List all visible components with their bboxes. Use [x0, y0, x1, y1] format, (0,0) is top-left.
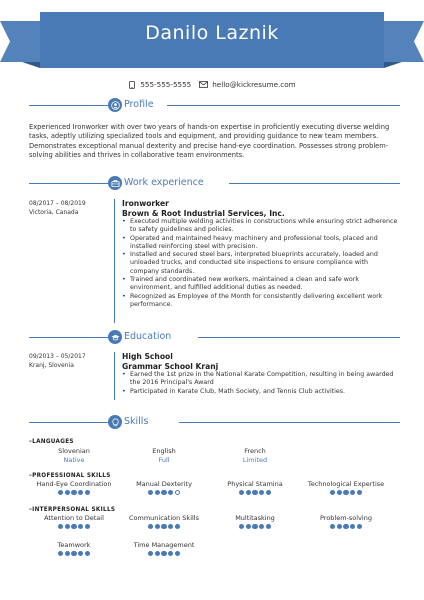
work-location: Victoria, Canada: [29, 208, 79, 216]
rating-dot-filled: [65, 551, 70, 556]
rating-dot-filled: [168, 490, 173, 495]
language-name: French: [244, 447, 266, 455]
skill-name: Problem-solving: [320, 514, 372, 522]
skill-item: [118, 480, 210, 495]
language-level: Full: [158, 456, 170, 464]
rating-dot-filled: [246, 490, 251, 495]
rating-dot-filled: [148, 524, 153, 529]
skill-item: [28, 480, 120, 495]
work-bullets: [122, 218, 398, 309]
rating-dot-filled: [78, 490, 83, 495]
education-degree: High School: [122, 352, 173, 361]
skill-rating: [300, 490, 392, 495]
skill-name: Time Management: [133, 541, 195, 549]
section-header-education: [24, 330, 400, 344]
skill-rating: [28, 490, 120, 495]
rating-dot-filled: [266, 490, 271, 495]
education-entry: [122, 352, 398, 396]
section-header-profile: [24, 98, 400, 112]
briefcase-icon: [108, 176, 122, 190]
skill-rating: [118, 524, 210, 529]
rating-dot-filled: [161, 490, 166, 495]
rating-dot-filled: [85, 524, 90, 529]
skill-rating: [209, 524, 301, 529]
rating-dot-filled: [343, 490, 348, 495]
section-title-skills: Skills: [124, 416, 149, 427]
rating-dot-filled: [148, 490, 153, 495]
rating-dot-filled: [58, 524, 63, 529]
skill-item: [118, 514, 210, 529]
rating-dot-filled: [350, 490, 355, 495]
section-title-profile: Profile: [124, 99, 154, 110]
rating-dot-filled: [161, 524, 166, 529]
education-meta: [29, 353, 86, 370]
skill-item: [28, 541, 120, 556]
work-dates: 08/2017 – 08/2019: [29, 200, 86, 207]
language-level: Native: [63, 456, 85, 464]
phone-text: 555-555-5555: [140, 80, 192, 89]
professional-skills-label: –PROFESSIONAL SKILLS: [29, 473, 111, 479]
section-title-education: Education: [124, 331, 172, 342]
rating-dot-filled: [337, 524, 342, 529]
list-item: • Earned the 1st prize in the National Karate Competition, resulting in being awarded the 2016 Principal's Award: [122, 371, 398, 388]
rating-dot-filled: [266, 524, 271, 529]
rating-dot-filled: [85, 490, 90, 495]
list-item: • Operated and maintained heavy machinery and professional tools, placed and installed reinforcing steel with precision.: [122, 235, 398, 252]
rating-dot-filled: [357, 524, 362, 529]
skill-rating: [300, 524, 392, 529]
user-icon: [108, 98, 122, 112]
skill-item: [118, 541, 210, 556]
rating-dot-filled: [58, 490, 63, 495]
rating-dot-filled: [175, 524, 180, 529]
rating-dot-filled: [71, 551, 76, 556]
rating-dot-filled: [148, 551, 153, 556]
language-item: [28, 447, 120, 465]
profile-summary: Experienced Ironworker with over two years of hands-on expertise in proficiently executing diverse welding tasks, adeptly utilizing specialized tools and equipment, and providing guidance to new team members. Demonstrates exceptional manual dexterity and precise hand-eye coordination. Possesses strong problem-solving abilities and thrives in collaborative team environments.: [29, 123, 390, 159]
timeline-divider: [114, 352, 115, 400]
language-level: Limited: [242, 456, 268, 464]
skill-name: Hand-Eye Coordination: [36, 480, 112, 488]
skill-name: Communication Skills: [129, 514, 199, 522]
candidate-name: Danilo Laznik: [145, 22, 279, 44]
rating-dot-filled: [337, 490, 342, 495]
timeline-divider: [114, 199, 115, 323]
rating-dot-filled: [259, 490, 264, 495]
rating-dot-empty: [175, 490, 180, 495]
skill-item: [209, 514, 301, 529]
list-item: • Recognized as Employee of the Month for consistently delivering excellent work performance.: [122, 293, 398, 310]
skill-name: Physical Stamina: [227, 480, 283, 488]
phone-icon: [128, 81, 136, 89]
graduation-cap-icon: [108, 330, 122, 344]
rating-dot-filled: [259, 524, 264, 529]
list-item: • Participated in Karate Club, Math Society, and Tennis Club activities.: [122, 388, 398, 396]
language-item: [209, 447, 301, 465]
rating-dot-filled: [330, 490, 335, 495]
rating-dot-filled: [78, 524, 83, 529]
divider: [198, 337, 400, 338]
rating-dot-filled: [71, 490, 76, 495]
education-bullets: [122, 371, 398, 396]
rating-dot-filled: [78, 551, 83, 556]
section-header-skills: [24, 415, 400, 429]
rating-dot-filled: [155, 524, 160, 529]
work-position: Ironworker: [122, 199, 169, 208]
email-icon: [199, 81, 208, 88]
rating-dot-filled: [343, 524, 348, 529]
rating-dot-filled: [168, 551, 173, 556]
rating-dot-filled: [85, 551, 90, 556]
list-item: • Trained and coordinated new workers, maintained a clean and safe work environment, and fulfilled additional duties as needed.: [122, 276, 398, 293]
rating-dot-filled: [239, 490, 244, 495]
language-name: Slovenian: [58, 447, 90, 455]
section-title-work: Work experience: [124, 177, 204, 188]
rating-dot-filled: [65, 490, 70, 495]
skill-item: [300, 514, 392, 529]
skill-rating: [28, 524, 120, 529]
skill-rating: [28, 551, 120, 556]
languages-label: –LANGUAGES: [29, 439, 74, 445]
work-meta: [29, 200, 86, 217]
rating-dot-filled: [246, 524, 251, 529]
language-name: English: [152, 447, 176, 455]
rating-dot-filled: [357, 490, 362, 495]
interpersonal-skills-label: –INTERPERSONAL SKILLS: [29, 507, 116, 513]
list-item: • Executed multiple welding activities in constructions while ensuring strict adherence to safety guidelines and policies.: [122, 218, 398, 235]
skill-name: Technological Expertise: [307, 480, 385, 488]
rating-dot-filled: [71, 524, 76, 529]
skill-name: Teamwork: [57, 541, 91, 549]
skill-item: [209, 480, 301, 495]
rating-dot-filled: [161, 551, 166, 556]
rating-dot-filled: [58, 551, 63, 556]
education-dates: 09/2013 – 05/2017: [29, 353, 86, 360]
rating-dot-filled: [65, 524, 70, 529]
work-company: Brown & Root Industrial Services, Inc.: [122, 208, 285, 218]
divider: [167, 105, 400, 106]
skill-rating: [209, 490, 301, 495]
lightbulb-icon: [108, 415, 122, 429]
rating-dot-filled: [252, 490, 257, 495]
divider: [229, 183, 400, 184]
contact-phone[interactable]: [128, 80, 191, 89]
rating-dot-filled: [175, 551, 180, 556]
skill-item: [28, 514, 120, 529]
language-item: [118, 447, 210, 465]
rating-dot-filled: [330, 524, 335, 529]
skill-name: Multitasking: [235, 514, 275, 522]
rating-dot-filled: [168, 524, 173, 529]
rating-dot-filled: [350, 524, 355, 529]
skill-name: Manual Dexterity: [136, 480, 192, 488]
education-location: Kranj, Slovenia: [29, 361, 74, 369]
skill-rating: [118, 490, 210, 495]
rating-dot-filled: [239, 524, 244, 529]
divider: [179, 422, 400, 423]
email-text: hello@kickresume.com: [212, 80, 296, 89]
list-item: • Installed and secured steel bars, interpreted blueprints accurately, loaded and unloaded trucks, and conducted site inspections to ensure compliance with company standards.: [122, 251, 398, 276]
rating-dot-filled: [155, 490, 160, 495]
work-entry: [122, 199, 398, 309]
education-school: Grammar School Kranj: [122, 361, 219, 371]
contact-bar: [0, 80, 424, 89]
skill-item: [300, 480, 392, 495]
skill-name: Attention to Detail: [44, 514, 104, 522]
skill-rating: [118, 551, 210, 556]
rating-dot-filled: [252, 524, 257, 529]
rating-dot-filled: [155, 551, 160, 556]
contact-email[interactable]: [199, 80, 295, 89]
section-header-work: [24, 176, 400, 190]
